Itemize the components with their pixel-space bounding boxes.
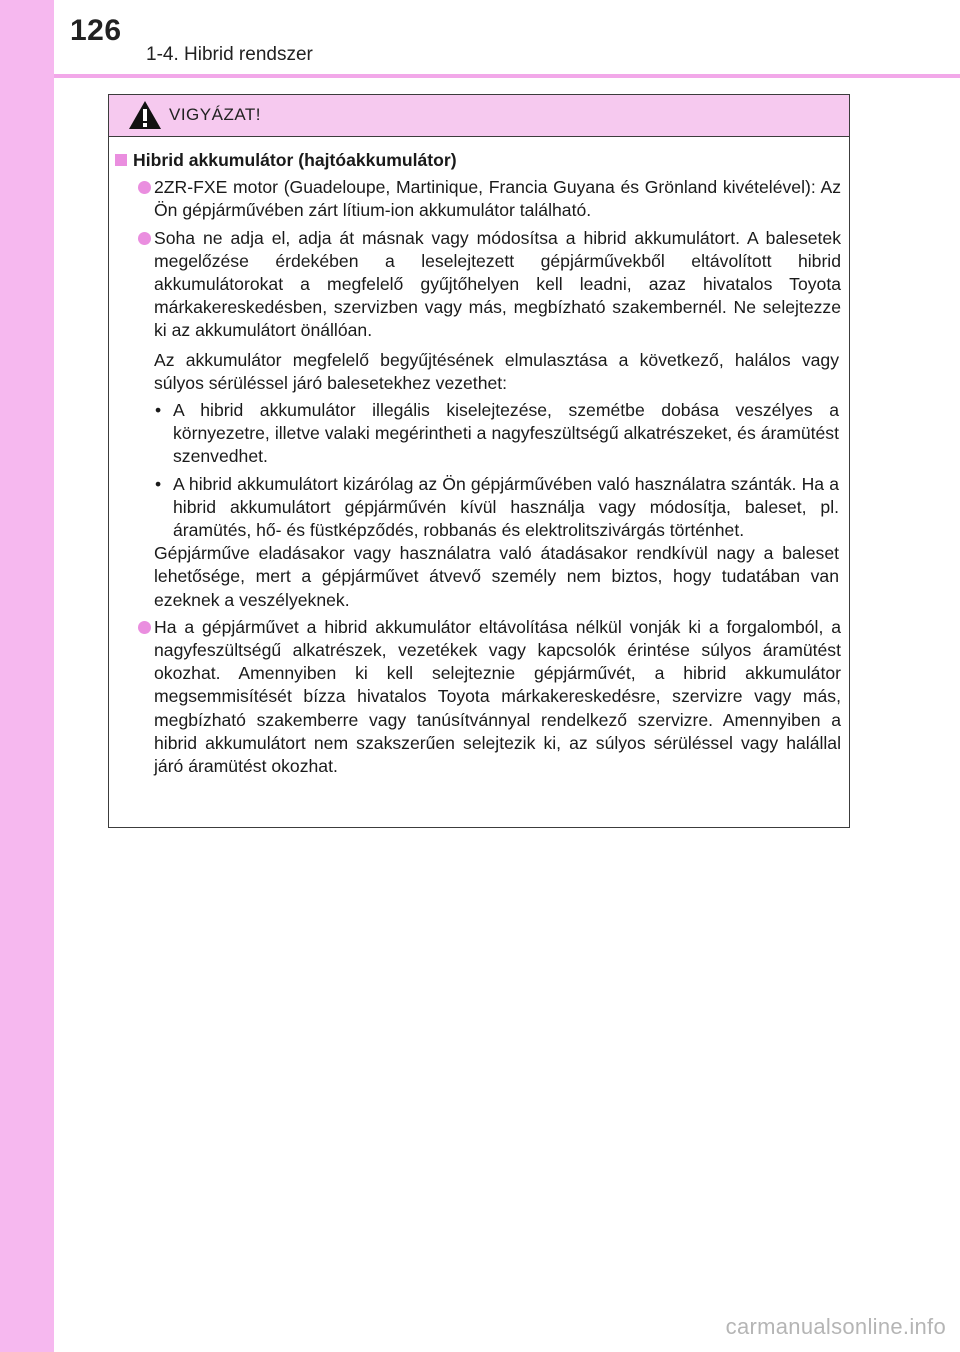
- warning-box: [108, 94, 850, 828]
- paragraph: Az akkumulátor megfelelő begyűjtésének elmulasztása a következő, halálos vagy súlyos sérüléssel járó balesetekhez vezethet:: [154, 349, 839, 393]
- round-bullet-icon: [138, 232, 151, 245]
- round-bullet-icon: [138, 181, 151, 194]
- warning-header: [109, 95, 849, 137]
- round-bullet-icon: [138, 621, 151, 634]
- square-bullet-icon: [115, 154, 127, 166]
- list-item: [109, 176, 851, 222]
- warning-content: [109, 147, 851, 778]
- list-item-text: 2ZR-FXE motor (Guadeloupe, Martinique, Francia Guyana és Grönland kivételével): Az Ön gépjárművében zárt lítium-ion akkumulátor található.: [154, 177, 841, 221]
- page-header: [54, 0, 960, 78]
- sub-list-item: [109, 473, 851, 543]
- list-item: [109, 616, 851, 778]
- paragraph: Gépjárműve eladásakor vagy használatra való átadásakor rendkívül nagy a baleset lehetősége, mert a gépjárművet átvevő személy nem biztos, hogy tudatában van ezeknek a veszélyeknek.: [154, 543, 839, 610]
- warning-label: VIGYÁZAT!: [169, 105, 262, 124]
- list-item: [109, 227, 851, 343]
- list-item-text: Ha a gépjárművet a hibrid akkumulátor eltávolítása nélkül vonják ki a forgalomból, a nagyfeszültségű alkatrészek, vezetékek vagy kapcsolók érintése súlyos áramütést okozhat. Amennyiben ki kell selejteznie gépjárművét, a hibrid akkumulátor megsemmisítését bízza hivatalos Toyota márkakereskedésre, szervizre vagy más, megbízható szakemberre vagy tanúsítvánnyal rendelkező szervizre. Amennyiben a hibrid akkumulátort nem szakszerűen selejtezik ki, az súlyos sérüléssel vagy halállal járó áramütést okozhat.: [154, 616, 841, 777]
- sub-list-item: [109, 399, 851, 469]
- page-number: 126: [70, 14, 122, 47]
- sub-list-item-text: A hibrid akkumulátor illegális kiselejtezése, szemétbe dobása veszélyes a környezetre, illetve valaki megérintheti a nagyfeszültségű alkatrészeket, és áramütést szenvedhet.: [173, 400, 839, 467]
- warning-heading-text: Hibrid akkumulátor (hajtóakkumulátor): [133, 150, 457, 170]
- watermark: carmanualsonline.info: [725, 1314, 946, 1339]
- section-title: 1-4. Hibrid rendszer: [146, 44, 313, 65]
- side-color-band: [0, 0, 54, 1352]
- sub-list-item-text: A hibrid akkumulátort kizárólag az Ön gépjárművében való használatra szánták. Ha a hibrid akkumulátort gépjárművén kívül használja vagy módosítja, baleset, pl. áramütés, hő- és füstképződés, robbanás és elektrolitszivárgás történhet.: [173, 473, 839, 541]
- sub-bullet-mark: •: [155, 473, 162, 494]
- sub-bullet-mark: •: [155, 400, 162, 421]
- warning-triangle-icon: [128, 100, 162, 130]
- warning-heading: [109, 149, 851, 172]
- header-rule: [54, 74, 960, 78]
- list-item-text: Soha ne adja el, adja át másnak vagy módosítsa a hibrid akkumulátort. A balesetek megelőzése érdekében a leselejtezett gépjárművekből eltávolított hibrid akkumulátorokat a megfelelő gyűjtőhelyen kell leadni, azaz hivatalos Toyota márkakereskedésben, szervizben vagy más, megbízható szakembernél. Ne selejtezze ki az akkumulátort önállóan.: [154, 227, 841, 341]
